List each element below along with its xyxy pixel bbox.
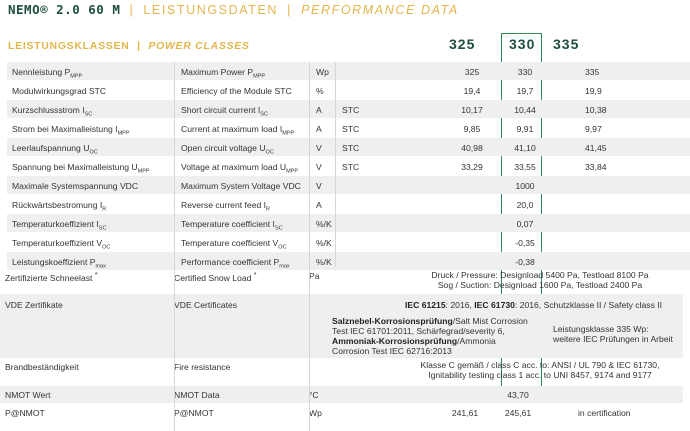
row-label-de: Leerlaufspannung $U_{OC}$	[12, 143, 98, 156]
table-row	[7, 81, 690, 99]
header-separator: |	[287, 3, 292, 17]
value-325: 325	[464, 67, 480, 77]
value-330: 0,07	[516, 219, 534, 229]
power-classes-separator: |	[137, 40, 141, 52]
page-header	[8, 2, 459, 20]
header-title-de: LEISTUNGSDATEN	[143, 3, 279, 17]
value-330: 33,55	[514, 162, 536, 172]
value-330: 1000	[515, 181, 535, 191]
pnmot-value-335: in certification	[578, 408, 631, 418]
column-divider	[309, 62, 310, 431]
row-label-en: Temperature coefficient $V_{OC}$	[181, 238, 287, 251]
value-325: 33,29	[461, 162, 483, 172]
product-name: NEMO® 2.0 60 M	[8, 2, 121, 17]
table-row	[7, 138, 690, 156]
row-label-en: Performance coefficient $P_{max}$	[181, 257, 290, 270]
table-row	[7, 195, 690, 213]
table-row	[7, 157, 690, 175]
value-330: 41,10	[514, 143, 536, 153]
row-unit: V	[316, 143, 322, 153]
table-row	[7, 119, 690, 137]
row-unit: %	[316, 86, 324, 96]
row-condition: STC	[342, 143, 360, 153]
row-label-en: Short circuit current $I_{SC}$	[181, 105, 268, 118]
value-335: 19,9	[585, 86, 602, 96]
row-label-de: Rückwärtsbestromung $I_R$	[12, 200, 107, 213]
row-unit: Wp	[316, 67, 329, 77]
row-label-de: Temperaturkoeffizient $V_{OC}$	[12, 238, 111, 251]
value-335: 41,45	[585, 143, 607, 153]
value-325: 10,17	[461, 105, 483, 115]
snow-label-en: Certified Snow Load *	[174, 271, 257, 283]
row-label-en: Maximum System Voltage VDC	[181, 181, 301, 191]
fire-label-en: Fire resistance	[174, 362, 231, 372]
pnmot-label-de: P@NMOT	[5, 408, 45, 418]
table-row	[7, 233, 690, 251]
row-label-en: Reverse current feed $I_R$	[181, 200, 271, 213]
row-label-de: Nennleistung $P_{MPP}$	[12, 67, 83, 80]
column-divider	[174, 62, 175, 431]
row-condition: STC	[342, 124, 360, 134]
row-label-de: Kurzschlussstrom $I_{SC}$	[12, 105, 93, 118]
vde-standards: IEC 61215: 2016, IEC 61730: 2016, Schutzklasse II / Safety class II	[405, 300, 663, 310]
value-335: 10,38	[585, 105, 607, 115]
column-divider	[335, 62, 336, 267]
row-label-en: Voltage at maximum load $U_{MPP}$	[181, 162, 299, 175]
table-row	[7, 62, 690, 80]
row-unit: V	[316, 181, 322, 191]
row-label-en: Temperature coefficient $I_{SC}$	[181, 219, 283, 232]
row-label-en: Efficiency of the Module STC	[181, 86, 292, 96]
power-class-325: 325	[449, 36, 476, 52]
table-row	[7, 176, 690, 194]
nmot-unit: °C	[309, 390, 319, 400]
value-330: -0,35	[515, 238, 535, 248]
row-label-de: Temperaturkoeffizient $I_{SC}$	[12, 219, 107, 232]
snow-load-row	[0, 268, 683, 292]
row-label-en: Current at maximum load $I_{MPP}$	[181, 124, 295, 137]
vde-label-de: VDE Zertifikate	[5, 300, 63, 310]
value-335: 335	[585, 67, 600, 77]
row-label-de: Spannung bei Maximalleistung $U_{MPP}$	[12, 162, 150, 175]
pnmot-value-330: 245,61	[504, 408, 532, 418]
value-325: 19,4	[463, 86, 481, 96]
fire-row	[0, 359, 683, 383]
power-class-335: 335	[553, 36, 580, 52]
row-unit: A	[316, 200, 322, 210]
nmot-value: 43,70	[507, 390, 529, 400]
vde-corrosion-tests: Salznebel-Korrosionsprüfung/Salt Mist Corrosion Test IEC 61701:2011, Schärfegrad/severity 6, Ammoniak-Korrosionsprüfung/Ammonia Corrosion Test IEC 62716:2013	[332, 316, 528, 356]
snow-values: Druck / Pressure: Designload 5400 Pa, Testload 8100 Pa Sog / Suction: Designload 1600 Pa, Testload 2400 Pa	[431, 270, 649, 290]
pnmot-value-325: 241,61	[451, 408, 479, 418]
power-class-330: 330	[509, 36, 536, 52]
value-330: 9,91	[516, 124, 534, 134]
row-label-en: Maximum Power $P_{MPP}$	[181, 67, 266, 80]
fire-values: Klasse C gemäß / class C acc. to: ANSI / UL 790 & IEC 61730, Ignitability testing class 1 acc. to UNI 8457, 9174 and 9177	[420, 360, 660, 380]
row-condition: STC	[342, 105, 360, 115]
row-label-en: Open circuit voltage $U_{OC}$	[181, 143, 274, 156]
table-row	[7, 100, 690, 118]
value-330: 10,44	[514, 105, 536, 115]
row-label-de: Modulwirkungsgrad STC	[12, 86, 107, 96]
value-335: 33,84	[585, 162, 607, 172]
row-condition: STC	[342, 162, 360, 172]
value-335: 9,97	[585, 124, 602, 134]
row-label-de: Maximale Systemspannung VDC	[12, 181, 139, 191]
power-classes-title-de: LEISTUNGSKLASSEN	[8, 40, 130, 52]
nmot-label-de: NMOT Wert	[5, 390, 51, 400]
value-330: 19,7	[516, 86, 534, 96]
row-unit: A	[316, 105, 322, 115]
value-325: 9,85	[463, 124, 481, 134]
pnmot-row	[0, 404, 683, 421]
table-row	[7, 214, 690, 232]
row-unit: V	[316, 162, 322, 172]
fire-label-de: Brandbeständigkeit	[5, 362, 79, 372]
value-330: 330	[517, 67, 533, 77]
vde-row	[0, 294, 683, 358]
snow-label-de: Zertifizierte Schneelast *	[5, 271, 98, 283]
value-330: 20,0	[516, 200, 534, 210]
row-label-de: Leistungskoeffizient $P_{max}$	[12, 257, 106, 270]
power-classes-title-en: POWER CLASSES	[148, 40, 250, 52]
vde-class-note: Leistungsklasse 335 Wp: weitere IEC Prüfungen in Arbeit	[553, 324, 673, 344]
power-classes-heading	[8, 40, 250, 52]
row-unit: A	[316, 124, 322, 134]
row-unit: %/K	[316, 238, 332, 248]
header-title-en: PERFORMANCE DATA	[301, 3, 459, 17]
row-unit: %/K	[316, 257, 332, 267]
snow-unit: Pa	[309, 271, 320, 281]
header-separator: |	[129, 3, 135, 17]
vde-label-en: VDE Certificates	[174, 300, 238, 310]
pnmot-label-en: P@NMOT	[174, 408, 214, 418]
value-330: -0,38	[515, 257, 535, 267]
pnmot-unit: Wp	[309, 408, 322, 418]
nmot-label-en: NMOT Data	[174, 390, 220, 400]
row-unit: %/K	[316, 219, 332, 229]
value-325: 40,98	[461, 143, 483, 153]
nmot-row	[0, 386, 683, 403]
row-label-de: Strom bei Maximalleistung $I_{MPP}$	[12, 124, 130, 137]
